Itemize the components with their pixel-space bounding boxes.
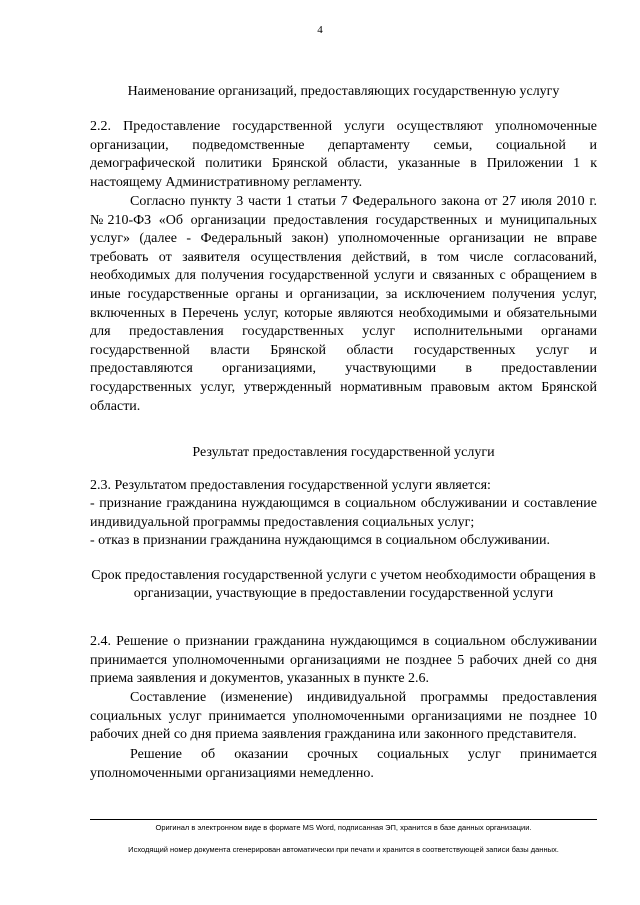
- paragraph-individual-program: Составление (изменение) индивидуальной программы предоставления социальных услуг принимается уполномоченными организациями не позднее 10 рабочих дней со дня приема заявления гражданина или законного представителя.: [90, 690, 597, 743]
- footnote-outgoing-number: Исходящий номер документа сгенерирован автоматически при печати и хранится в соответствующей записи базы данных.: [128, 845, 559, 854]
- page-number: 4: [317, 24, 323, 36]
- section-heading-term: Срок предоставления государственной услуги с учетом необходимости обращения в организации, участвующие в предоставлении государственной услуги: [91, 568, 596, 601]
- list-item-refusal: - отказ в признании гражданина нуждающимся в социальном обслуживании.: [90, 533, 550, 548]
- paragraph-2-2: 2.2. Предоставление государственной услуги осуществляют уполномоченные организации, подведомственные департаменту семьи, социальной и демографической политики Брянской области, указанные в Приложении 1 к настоящему Административному регламенту.: [90, 119, 597, 190]
- footer-divider: [90, 819, 597, 820]
- section-heading-organizations: Наименование организаций, предоставляющих государственную услугу: [127, 84, 560, 99]
- paragraph-federal-law: Согласно пункту 3 части 1 статьи 7 Федерального закона от 27 июля 2010 г. №210-ФЗ «Об организации предоставления государственных и муниципальных услуг» (далее - Федеральный закон) уполномоченные организации не вправе требовать от заявителя осуществления действий, в том числе согласований, необходимых для получения государственной услуги и связанных с обращением в иные государственные органы и организации, за исключением получения услуг, включенных в Перечень услуг, которые являются необходимыми и обязательными для предоставления государственных услуг исполнительными органами государственной власти Брянской области государственных услуг и предоставляются организациями, участвующими в предоставлении государственных услуг, утвержденный нормативным правовым актом Брянской области.: [90, 194, 597, 414]
- section-heading-result: Результат предоставления государственной услуги: [192, 445, 495, 460]
- paragraph-2-4: 2.4. Решение о признании гражданина нуждающимся в социальном обслуживании принимается уполномоченными организациями не позднее 5 рабочих дней со дня приема заявления и документов, указанных в пункте 2.6.: [90, 634, 597, 687]
- paragraph-2-3: 2.3. Результатом предоставления государственной услуги является:: [90, 478, 491, 493]
- list-item-recognition: - признание гражданина нуждающимся в социальном обслуживании и составление индивидуальной программы предоставления социальных услуг;: [90, 496, 597, 530]
- paragraph-urgent-services: Решение об оказании срочных социальных услуг принимается уполномоченными организациями немедленно.: [90, 747, 597, 781]
- footnote-original: Оригинал в электронном виде в формате MS Word, подписанная ЭП, хранится в базе данных организации.: [155, 823, 532, 832]
